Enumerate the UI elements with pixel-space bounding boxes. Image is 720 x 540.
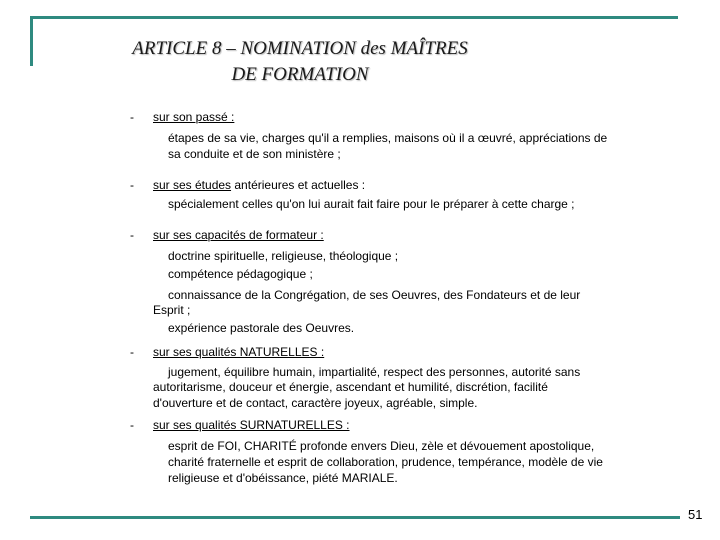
- section-text-passe: [168, 130, 607, 162]
- section-heading-etudes: [153, 178, 365, 192]
- section-text-surnaturelles: [168, 438, 603, 486]
- section-heading-capacites: sur ses capacités de formateur :: [153, 228, 324, 242]
- section-heading-naturelles: sur ses qualités NATURELLES :: [153, 345, 325, 359]
- title-line-1: ARTICLE 8 – NOMINATION des MAÎTRES: [132, 38, 468, 59]
- section-text-etudes: [168, 196, 575, 212]
- text-line: autoritarisme, douceur et énergie, ascendant et humilité, discrétion, facilité: [153, 380, 548, 394]
- text-line: religieuse et d'obéissance, piété MARIALE.: [168, 471, 398, 485]
- text-line: doctrine spirituelle, religieuse, théologique ;: [168, 249, 399, 263]
- text-line: connaissance de la Congrégation, de ses Oeuvres, des Fondateurs et de leur: [168, 288, 581, 302]
- text-line: sa conduite et de son ministère ;: [168, 147, 341, 161]
- heading-rest: antérieures et actuelles :: [231, 178, 366, 192]
- bullet-dash: -: [130, 345, 134, 359]
- bullet-dash: -: [130, 228, 134, 242]
- text-line: spécialement celles qu'on lui aurait fait faire pour le préparer à cette charge ;: [168, 197, 575, 211]
- page-number: 51: [688, 507, 703, 522]
- section-heading-passe: sur son passé :: [153, 110, 235, 124]
- frame-bottom-rule: [30, 516, 680, 519]
- text-line: d'ouverture et de contact, caractère joyeux, agréable, simple.: [153, 396, 478, 410]
- text-line: Esprit ;: [153, 303, 191, 317]
- heading-underlined: sur ses études: [153, 178, 232, 192]
- bullet-dash: -: [130, 110, 134, 124]
- text-line: jugement, équilibre humain, impartialité, respect des personnes, autorité sans: [168, 365, 581, 379]
- section-heading-surnaturelles: sur ses qualités SURNATURELLES :: [153, 418, 350, 432]
- text-line: esprit de FOI, CHARITÉ profonde envers Dieu, zèle et dévouement apostolique,: [168, 439, 595, 453]
- text-line: expérience pastorale des Oeuvres.: [168, 321, 355, 335]
- text-line: charité fraternelle et esprit de collaboration, prudence, tempérance, modèle de vie: [168, 455, 603, 469]
- text-line: compétence pédagogique ;: [168, 267, 313, 281]
- bullet-dash: -: [130, 178, 134, 192]
- text-line: étapes de sa vie, charges qu'il a remplies, maisons où il a œuvré, appréciations de: [168, 131, 608, 145]
- bullet-dash: -: [130, 418, 134, 432]
- title-line-2: DE FORMATION: [231, 64, 369, 85]
